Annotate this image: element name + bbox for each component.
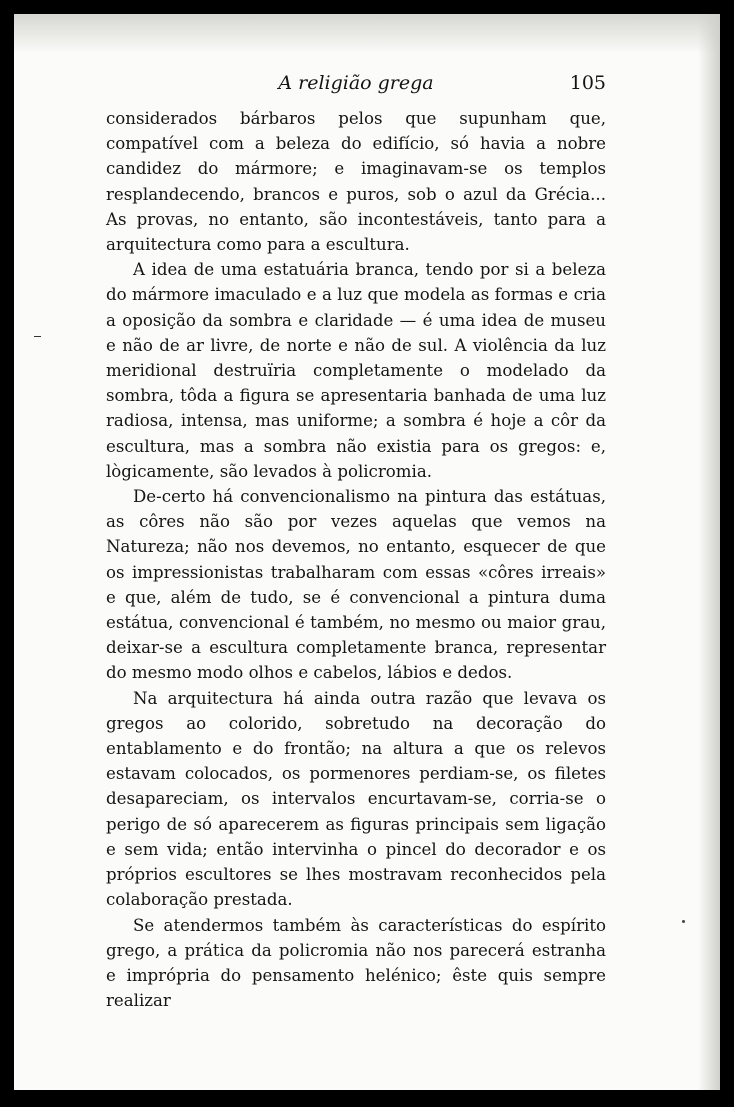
paragraph-3: De-certo há convencionalismo na pintura das estátuas, as côres não são por vezes aquelas que vemos na Natureza; não nos devemos, no entanto, esquecer de que os impressionistas trabalharam com essas «côres irreais» e que, além de tudo, se é convencional a pintura duma estátua, convencional é também, no mesmo ou maior grau, deixar-se a escultura completamente branca, representar do mesmo modo olhos e cabelos, lábios e dedos. <box>106 487 606 683</box>
running-title: A religião grega <box>278 72 434 94</box>
paragraph-2: A idea de uma estatuária branca, tendo por si a beleza do mármore imaculado e a luz que modela as formas e cria a oposição da sombra e claridade — é uma idea de museu e não de ar livre, de norte e não de sul. A violência da luz meridional destruïria completamente o modelado da sombra, tôda a figura se apresentaria banhada de uma luz radiosa, intensa, mas uniforme; a sombra é hoje a côr da escultura, mas a sombra não existia para os gregos: e, lògicamente, são levados à policromia. <box>106 260 606 481</box>
running-header <box>106 72 606 98</box>
body-text <box>106 106 606 1013</box>
paragraph-1: considerados bárbaros pelos que supunham que, compatível com a beleza do edifício, só havia a nobre candidez do mármore; e imaginavam-se os templos resplandecendo, brancos e puros, sob o azul da Grécia... As provas, no entanto, são incontestáveis, tanto para a arquitectura como para a escultura. <box>106 109 606 255</box>
scan-dot <box>682 920 685 923</box>
paragraph-4: Na arquitectura há ainda outra razão que levava os gregos ao colorido, sobretudo na decoração do entablamento e do frontão; na altura a que os relevos estavam colocados, os pormenores perdiam-se, os filetes desapareciam, os intervalos encurtavam-se, corria-se o perigo de só aparecerem as figuras principais sem ligação e sem vida; então intervinha o pincel do decorador e os próprios escultores se lhes mostravam reconhecidos pela colaboração prestada. <box>106 688 606 910</box>
paragraph-5: Se atendermos também às características do espírito grego, a prática da policromia não nos parecerá estranha e imprópria do pensamento helénico; êste quis sempre realizar <box>106 915 606 1011</box>
scan-mark <box>34 336 41 337</box>
book-page <box>14 14 720 1090</box>
page-number: 105 <box>569 72 606 94</box>
